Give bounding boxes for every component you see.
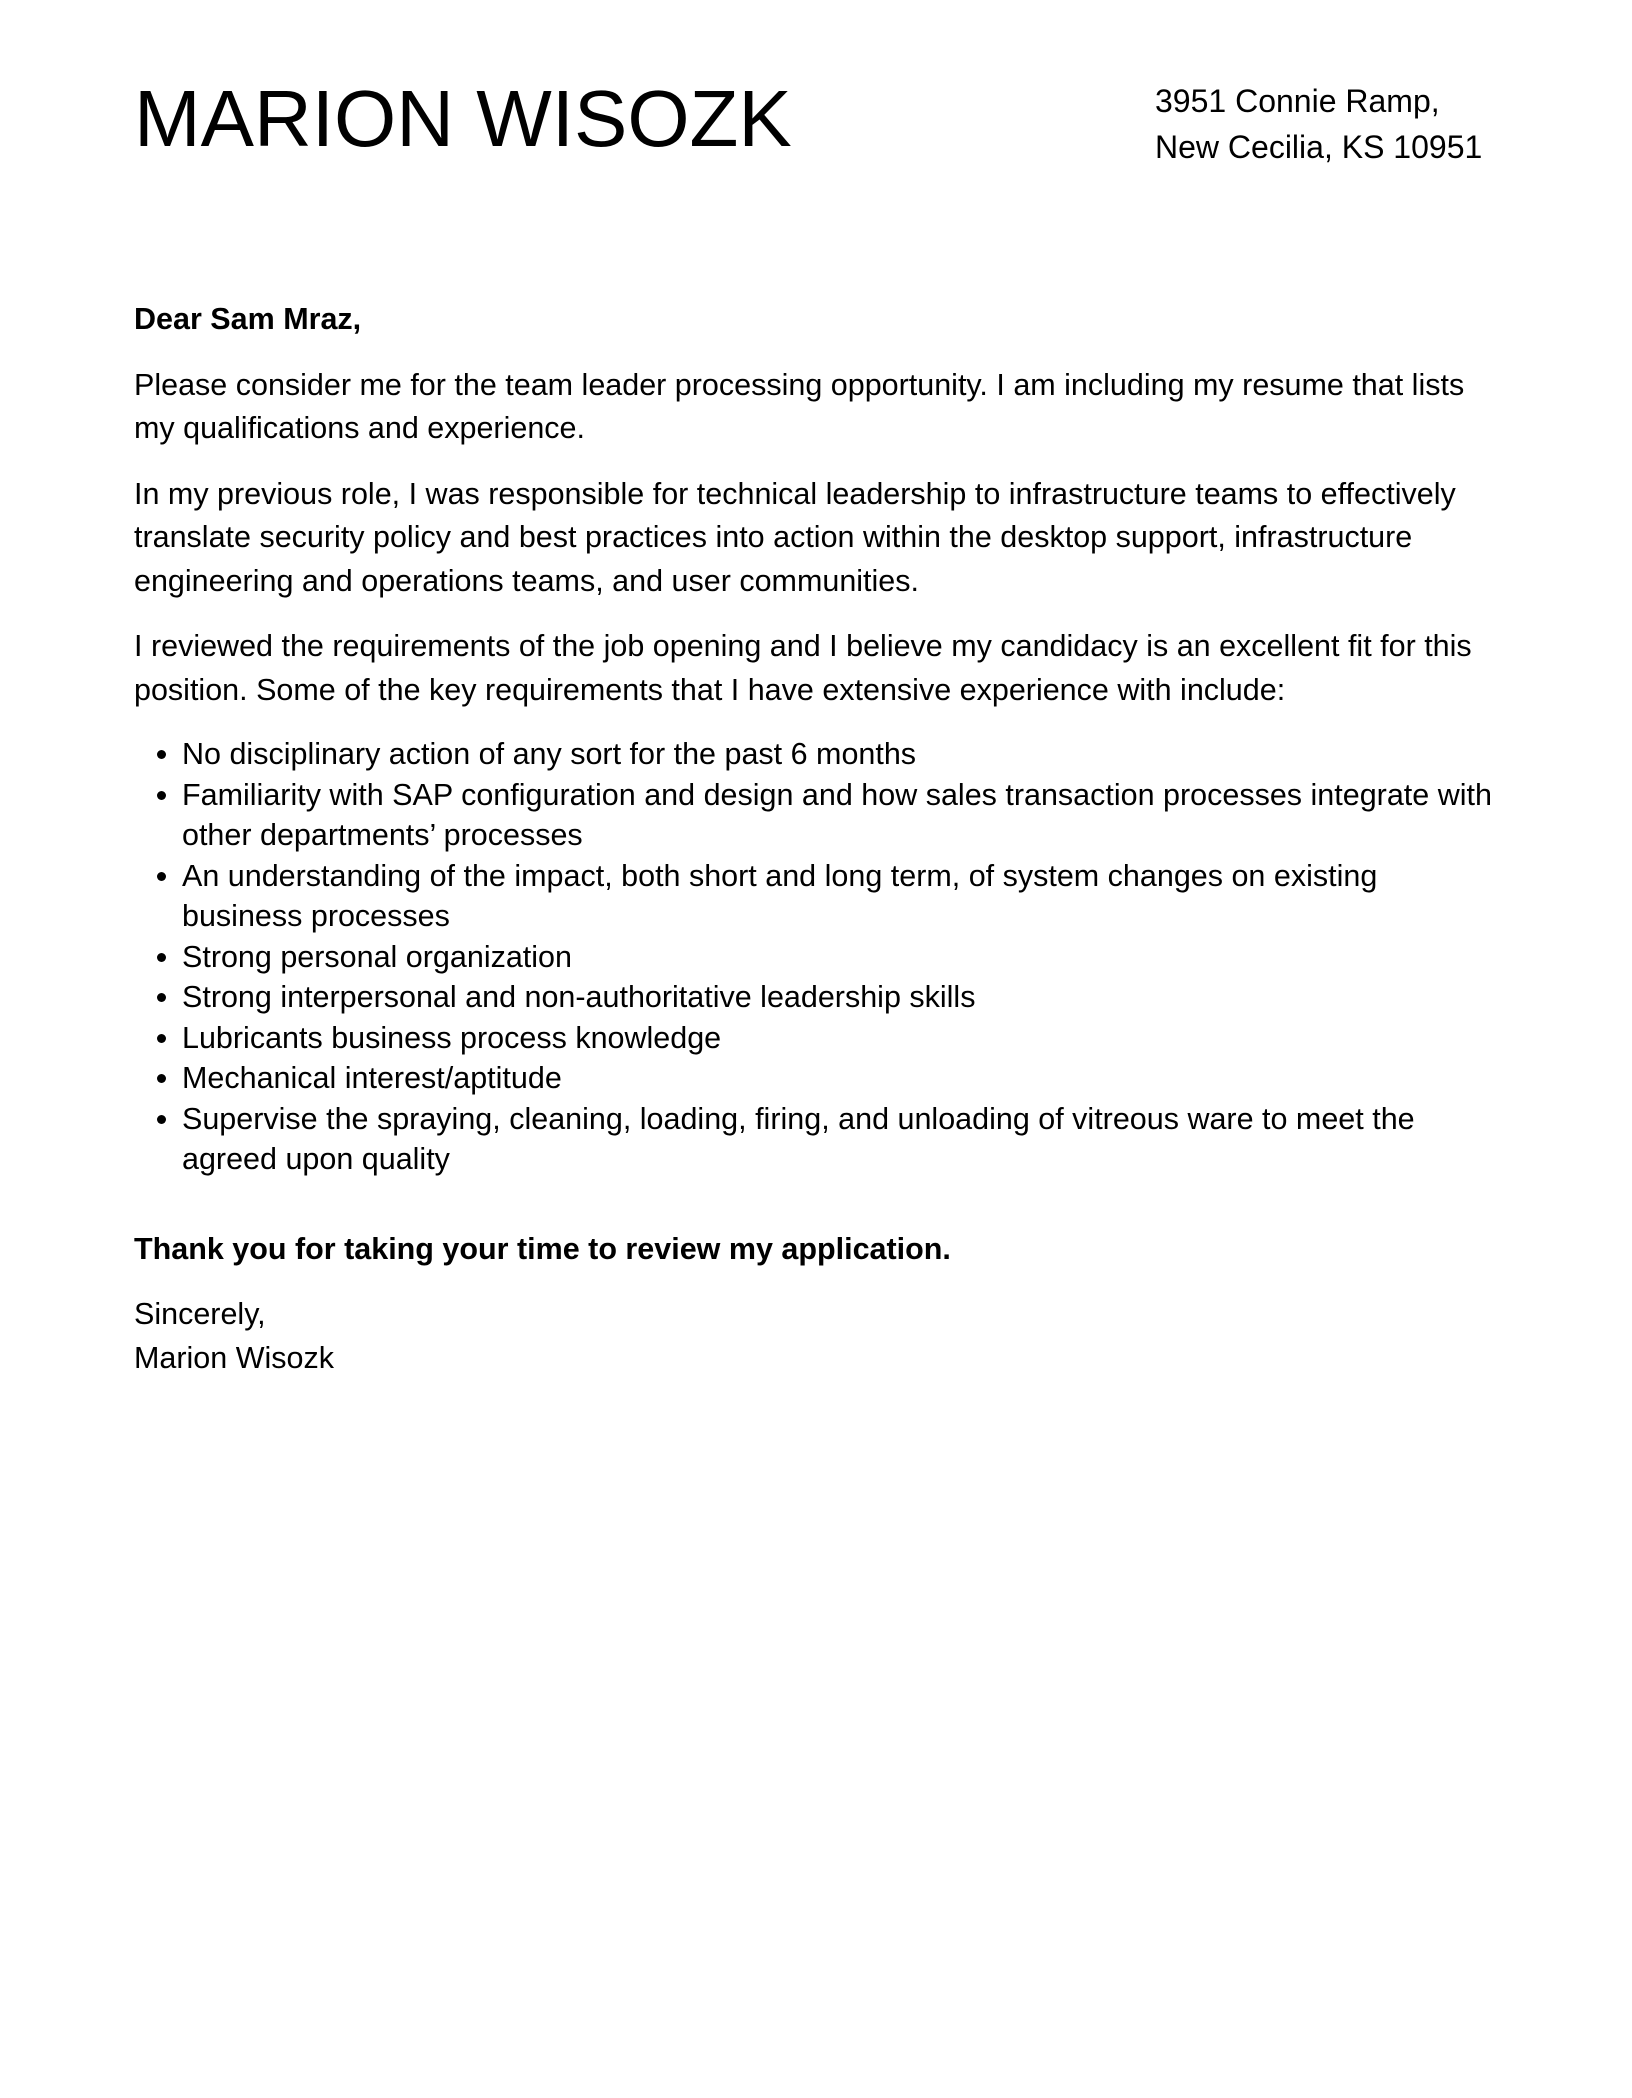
closing: Sincerely, [134,1297,266,1331]
experience-paragraph: In my previous role, I was responsible for technical leadership to infrastructure teams to effectively translate security policy and best practices into action within the desktop support, infrastructure engineering and operations teams, and user communities. [134,476,1456,598]
address-line-2: New Cecilia, KS 10951 [1155,129,1483,165]
letter-body [134,298,1500,1380]
signature-name: Marion Wisozk [134,1340,334,1375]
salutation: Dear Sam Mraz, [134,302,362,336]
thank-you-line: Thank you for taking your time to review my application. [134,1231,951,1266]
list-item: • Strong personal organization [182,937,1500,978]
intro-paragraph: Please consider me for the team leader processing opportunity. I am including my resume that lists my qualifications and experience. [134,367,1465,445]
requirements-list [134,734,1500,1180]
list-item: • Familiarity with SAP configuration and design and how sales transaction processes integrate with other departments’ processes [182,775,1500,856]
letter-header [134,74,1500,184]
list-item: • No disciplinary action of any sort for the past 6 months [182,734,1500,775]
list-item: • Strong interpersonal and non-authoritative leadership skills [182,977,1500,1018]
list-item: • Lubricants business process knowledge [182,1018,1500,1059]
address-line-1: 3951 Connie Ramp, [1155,83,1440,119]
list-item: • Supervise the spraying, cleaning, loading, firing, and unloading of vitreous ware to meet the agreed upon quality [182,1099,1500,1180]
requirements-paragraph: I reviewed the requirements of the job opening and I believe my candidacy is an excellent fit for this position. Some of the key requirements that I have extensive experience with include: [134,629,1472,707]
applicant-name: MARION WISOZK [134,74,792,163]
applicant-address [1155,78,1500,170]
list-item: • An understanding of the impact, both short and long term, of system changes on existing business processes [182,856,1500,937]
list-item: • Mechanical interest/aptitude [182,1058,1500,1099]
